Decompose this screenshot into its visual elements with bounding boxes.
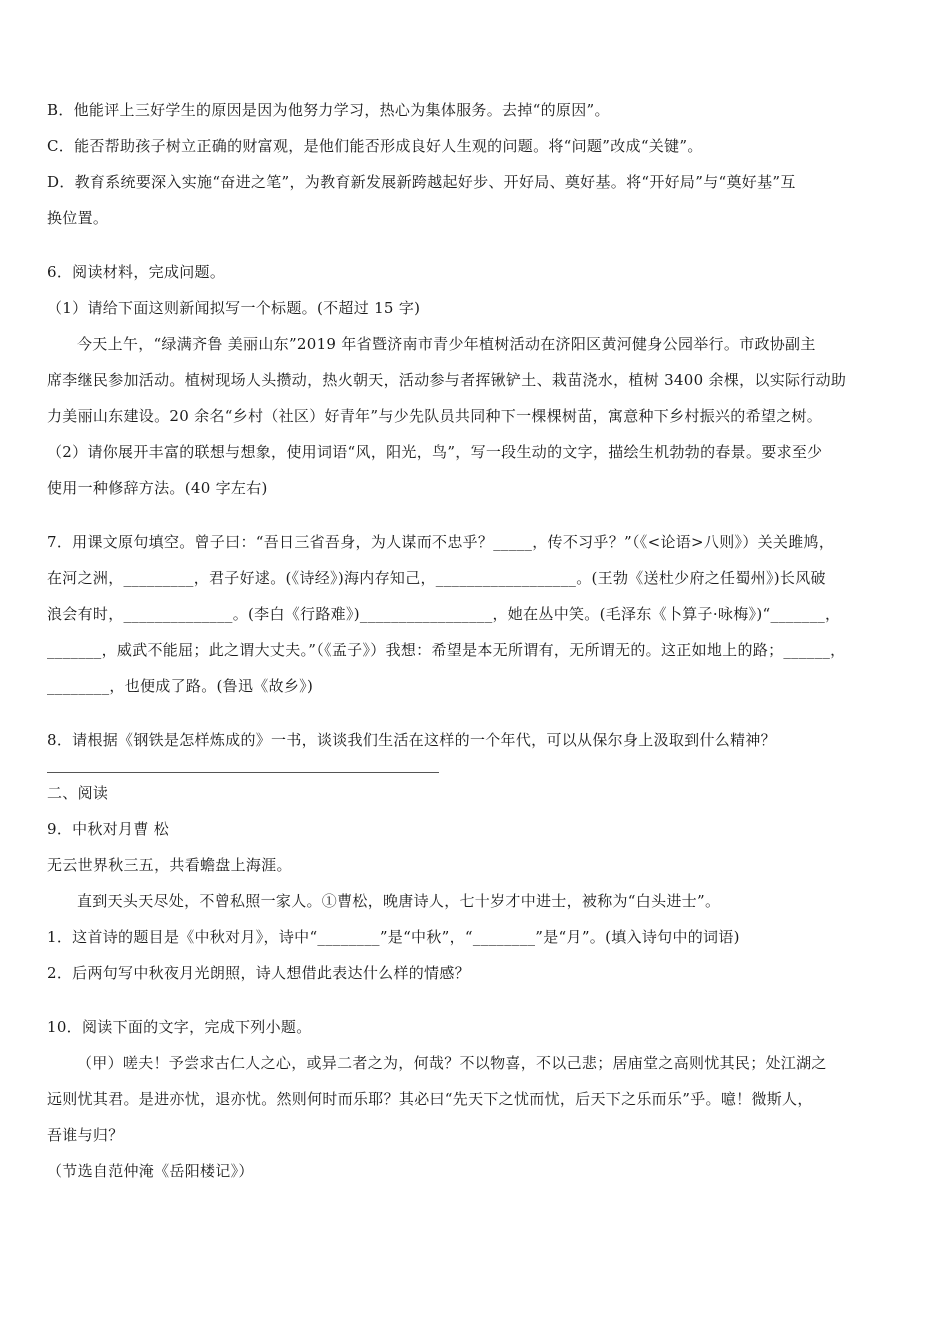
q9-poem-line1: 无云世界秋三五，共看蟾盘上海涯。 xyxy=(47,856,292,874)
q5-option-c: C．能否帮助孩子树立正确的财富观，是他们能否形成良好人生观的问题。将“问题”改成“关键”。 xyxy=(47,137,703,155)
q9-poem-line2: 直到天头天尽处，不曾私照一家人。①曹松，晚唐诗人，七十岁才中进士，被称为“白头进士”。 xyxy=(77,892,721,910)
q6-news-line2: 席李继民参加活动。植树现场人头攒动，热火朝天，活动参与者挥锹铲土、栽苗浇水，植树 3400 余棵，以实际行动助 xyxy=(47,371,847,389)
section-divider xyxy=(47,772,439,773)
q6-sub1: （1）请给下面这则新闻拟写一个标题。(不超过 15 字) xyxy=(47,299,421,317)
document-page xyxy=(47,92,909,1189)
q8-text: 8．请根据《钢铁是怎样炼成的》一书，谈谈我们生活在这样的一个年代，可以从保尔身上汲取到什么精神？ xyxy=(47,731,776,749)
q5-option-d-line1: D．教育系统要深入实施“奋进之笔”，为教育新发展新跨越起好步、开好局、奠好基。将“开好局”与“奠好基”互 xyxy=(47,173,796,191)
q7-line2: 在河之洲，_________，君子好逑。(《诗经》)海内存知己，__________________。(王勃《送杜少府之任蜀州》)长风破 xyxy=(47,569,826,587)
q7-line5: ________，也便成了路。(鲁迅《故乡》) xyxy=(47,677,314,695)
spacer xyxy=(47,236,909,254)
q7-line4: _______，威武不能屈；此之谓大丈夫。”（《孟子》）我想：希望是本无所谓有，无所谓无的。这正如地上的路；______， xyxy=(47,641,846,659)
section-heading: 二、阅读 xyxy=(47,784,109,802)
q6-news-line1: 今天上午，“绿满齐鲁 美丽山东”2019 年省暨济南市青少年植树活动在济阳区黄河健身公园举行。市政协副主 xyxy=(77,335,816,353)
q10-jia-line2: 远则忧其君。是进亦忧，退亦忧。然则何时而乐耶？其必曰“先天下之忧而忧，后天下之乐而乐”乎。噫！微斯人， xyxy=(47,1090,813,1108)
q9-title: 9．中秋对月曹 松 xyxy=(47,820,170,838)
q5-option-b: B．他能评上三好学生的原因是因为他努力学习，热心为集体服务。去掉“的原因”。 xyxy=(47,101,610,119)
q5-option-d-line2: 换位置。 xyxy=(47,209,109,227)
q9-sub2: 2．后两句写中秋夜月光朗照，诗人想借此表达什么样的情感？ xyxy=(47,964,470,982)
q6-title: 6．阅读材料，完成问题。 xyxy=(47,263,226,281)
q6-news-line3: 力美丽山东建设。20 余名“乡村（社区）好青年”与少先队员共同种下一棵棵树苗，寓意种下乡村振兴的希望之树。 xyxy=(47,407,823,425)
q10-source: （节选自范仲淹《岳阳楼记》） xyxy=(47,1162,254,1180)
spacer xyxy=(47,991,909,1009)
q10-title: 10．阅读下面的文字，完成下列小题。 xyxy=(47,1018,312,1036)
q6-sub2-line2: 使用一种修辞方法。(40 字左右) xyxy=(47,479,268,497)
q6-sub2-line1: （2）请你展开丰富的联想与想象，使用词语“风，阳光，鸟”，写一段生动的文字，描绘生机勃勃的春景。要求至少 xyxy=(47,443,823,461)
q10-jia-line1: （甲）嗟夫！予尝求古仁人之心，或异二者之为，何哉？不以物喜，不以己悲；居庙堂之高则忧其民；处江湖之 xyxy=(77,1054,827,1072)
spacer xyxy=(47,704,909,722)
q10-jia-line3: 吾谁与归？ xyxy=(47,1126,124,1144)
q9-sub1: 1．这首诗的题目是《中秋对月》，诗中“________”是“中秋”，“________”是“月”。(填入诗句中的词语) xyxy=(47,928,740,946)
spacer xyxy=(47,506,909,524)
q7-line1: 7．用课文原句填空。曾子曰：“吾日三省吾身，为人谋而不忠乎？_____，传不习乎？”（《<论语>八则》）关关雎鸠， xyxy=(47,533,835,551)
q7-line3: 浪会有时，______________。(李白《行路难》)_________________，她在丛中笑。(毛泽东《卜算子·咏梅》)“_______， xyxy=(47,605,841,623)
